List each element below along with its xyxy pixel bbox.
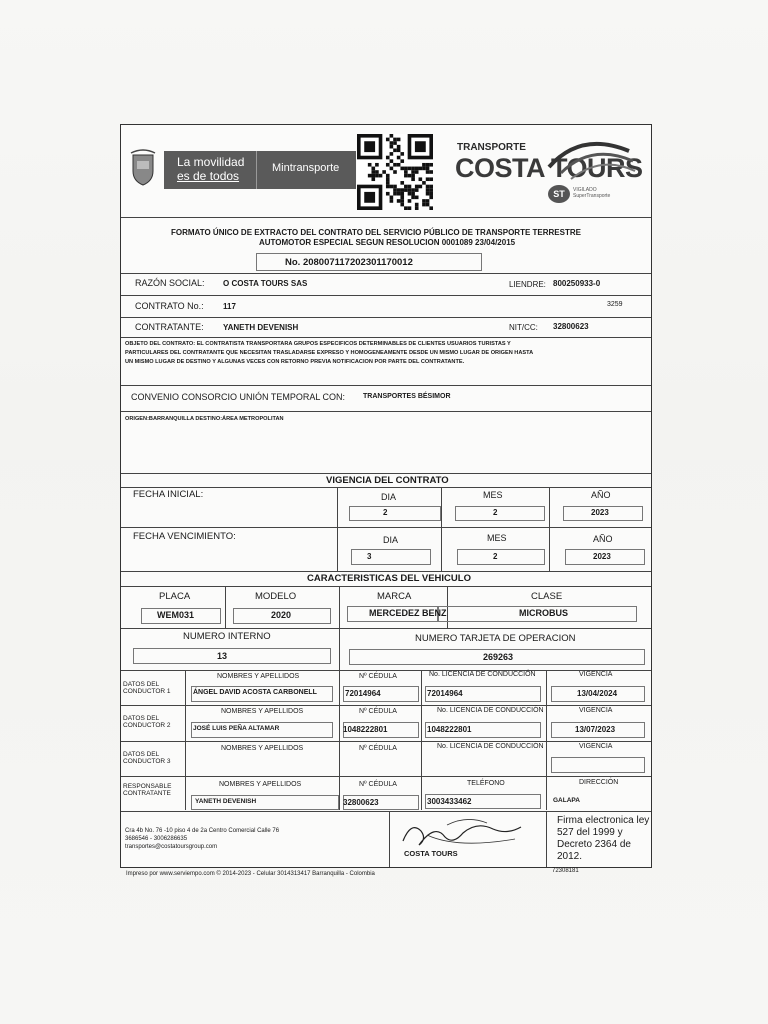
origen-destino: ORIGEN:BARRANQUILLA DESTINO:ÁREA METROPOLITAN [125,416,284,422]
gov-slogan-line1: La movilidad [177,155,245,169]
inicial-mes: 2 [493,508,498,517]
c1-label: DATOS DEL CONDUCTOR 1 [123,681,171,695]
venc-anio-label: AÑO [593,534,613,544]
contract-number: No. 208007117202301170012 [285,257,413,268]
resp-nombre: YANETH DEVENISH [195,798,257,805]
interno-label: NUMERO INTERNO [183,631,271,642]
gov-slogan-line2: es de todos [177,169,240,183]
venc-mes-box [457,549,545,565]
c2-label: DATOS DEL CONDUCTOR 2 [123,715,171,729]
contrato-code: 3259 [607,301,623,308]
objeto-line2: PARTICULARES DEL CONTRATANTE QUE NECESITAN TRASLADARSE EXPRESO Y HOMOGENEAMENTE DESDE UN MISMO LUGAR DE ORIGEN HASTA [125,350,534,356]
nit-value: 800250933-0 [553,279,601,288]
modelo-label: MODELO [255,591,297,602]
tarjeta-value: 269263 [483,652,514,662]
colombia-coat-of-arms-icon [129,149,157,187]
nit-label: LIENDRE: [509,280,546,289]
fecha-vencimiento-label: FECHA VENCIMIENTO: [133,531,236,542]
footer-email: transportes@costatoursgroup.com [125,844,218,850]
form-title-line2: AUTOMOTOR ESPECIAL SEGUN RESOLUCION 0001089 23/04/2015 [259,238,516,247]
c1-nombres-label: NOMBRES Y APELLIDOS [217,673,300,680]
c3-cedula-label: Nº CÉDULA [359,745,397,752]
c1-vigencia: 13/04/2024 [577,689,618,698]
inicial-mes-box [455,506,545,521]
razon-social-value: O COSTA TOURS SAS [223,279,308,288]
c1-cedula-label: Nº CÉDULA [359,673,397,680]
firma-line2: 527 del 1999 y [557,827,623,838]
placa-label: PLACA [159,591,191,602]
vigilado-text: VIGILADO SuperTransporte [573,187,611,199]
placa-value: WEM031 [157,610,195,620]
c1-vigencia-label: VIGENCIA [579,671,613,678]
clase-label: CLASE [531,591,563,602]
vigencia-title: VIGENCIA DEL CONTRATO [326,475,449,486]
government-banner [164,151,356,189]
objeto-line1: OBJETO DEL CONTRATO: EL CONTRATISTA TRANSPORTARA GRUPOS ESPECIFICOS DETERMINABLES DE CLIENTES USUARIOS TURISTAS Y [125,341,511,347]
inicial-anio: 2023 [591,508,609,517]
interno-value: 13 [217,651,228,661]
resp-cedula-label: Nº CÉDULA [359,781,397,788]
venc-mes-label: MES [487,533,507,543]
marca-label: MARCA [377,591,412,602]
firma-line1: Firma electronica ley [557,815,650,826]
c3-nombres-label: NOMBRES Y APELLIDOS [221,745,304,752]
document-code: 72308181 [552,868,579,874]
interno-box [133,648,331,664]
cc-value: 32800623 [553,322,589,331]
fecha-inicial-label: FECHA INICIAL: [133,489,204,500]
resp-nombres-label: NOMBRES Y APELLIDOS [219,781,302,788]
inicial-mes-label: MES [483,490,503,500]
qr-code [357,133,433,211]
c2-licencia: 1048222801 [427,725,472,734]
company-stamp: COSTA TOURS [404,849,458,858]
responsable-label: RESPONSABLE CONTRATANTE [123,783,172,797]
objeto-line3: UN MISMO LUGAR DE DESTINO Y ALGUNAS VECES CON RETORNO PREVIA NOTIFICACION POR PARTE DEL CONTRATANTE. [125,359,465,365]
contratante-label: CONTRATANTE: [135,322,204,332]
resp-direccion: GALAPA [553,797,580,804]
inicial-dia: 2 [383,508,388,517]
contratante-value: YANETH DEVENISH [223,323,299,332]
brand-swoosh-icon [531,137,641,185]
c1-licencia: 72014964 [427,689,463,698]
ministry-label: Mintransporte [272,162,340,174]
tarjeta-label: NUMERO TARJETA DE OPERACION [415,633,576,644]
c2-cedula: 1048222801 [343,725,388,734]
inicial-dia-box [349,506,441,521]
venc-anio: 2023 [593,552,611,561]
c3-licencia-label: No. LICENCIA DE CONDUCCIÓN [437,743,544,750]
c1-licencia-label: No. LICENCIA DE CONDUCCIÓN [429,671,536,678]
c1-cedula: 72014964 [345,689,381,698]
c2-nombre: JOSÉ LUIS PEÑA ALTAMAR [193,725,280,732]
marca-value: MERCEDEZ BENZ [369,608,447,618]
venc-dia-box [351,549,431,565]
venc-mes: 2 [493,552,498,561]
c2-vigencia: 13/07/2023 [575,725,616,734]
vehiculo-title: CARACTERISTICAS DEL VEHICULO [307,573,471,584]
firma-line3: Decreto 2364 de [557,839,631,850]
c2-cedula-label: Nº CÉDULA [359,708,397,715]
razon-social-label: RAZÓN SOCIAL: [135,278,205,288]
c2-vigencia-label: VIGENCIA [579,707,613,714]
cc-label: NIT/CC: [509,323,538,332]
venc-dia: 3 [367,552,372,561]
venc-dia-label: DIA [383,535,399,545]
brand-small-text: TRANSPORTE [457,142,526,153]
c3-vigencia-box [551,757,645,773]
footer-address: Cra 4b No. 76 -10 piso 4 de 2a Centro Comercial Calle 76 [125,828,280,834]
resp-telefono-label: TELÉFONO [467,780,505,787]
c3-vigencia-label: VIGENCIA [579,743,613,750]
resp-cedula: 32800623 [343,798,379,807]
supertransporte-badge: ST [548,185,570,203]
inicial-anio-label: AÑO [591,490,611,500]
printed-by: Impreso por www.serviempo.com © 2014-2023 - Celular 3014313417 Barranquilla - Colombia [126,871,375,877]
c3-label: DATOS DEL CONDUCTOR 3 [123,751,171,765]
c2-licencia-label: No. LICENCIA DE CONDUCCIÓN [437,707,544,714]
clase-value: MICROBUS [519,608,568,618]
resp-telefono: 3003433462 [427,797,472,806]
form-title-line1: FORMATO ÚNICO DE EXTRACTO DEL CONTRATO DEL SERVICIO PÚBLICO DE TRANSPORTE TERRESTRE [171,228,581,237]
modelo-value: 2020 [271,610,292,620]
c2-nombres-label: NOMBRES Y APELLIDOS [221,708,304,715]
firma-line4: 2012. [557,851,583,862]
contrato-label: CONTRATO No.: [135,301,204,311]
c1-nombre: ÁNGEL DAVID ACOSTA CARBONELL [193,689,317,696]
convenio-value: TRANSPORTES BÉSIMOR [363,393,451,400]
inicial-dia-label: DIA [381,492,397,502]
contract-document [120,124,652,868]
footer-phones: 3686546 - 3006286635 [125,836,188,842]
resp-direccion-label: DIRECCIÓN [579,779,619,786]
convenio-label: CONVENIO CONSORCIO UNIÓN TEMPORAL CON: [131,392,346,402]
contrato-value: 117 [223,302,236,311]
brand-logo-text: COSTA TOURS [455,153,643,183]
